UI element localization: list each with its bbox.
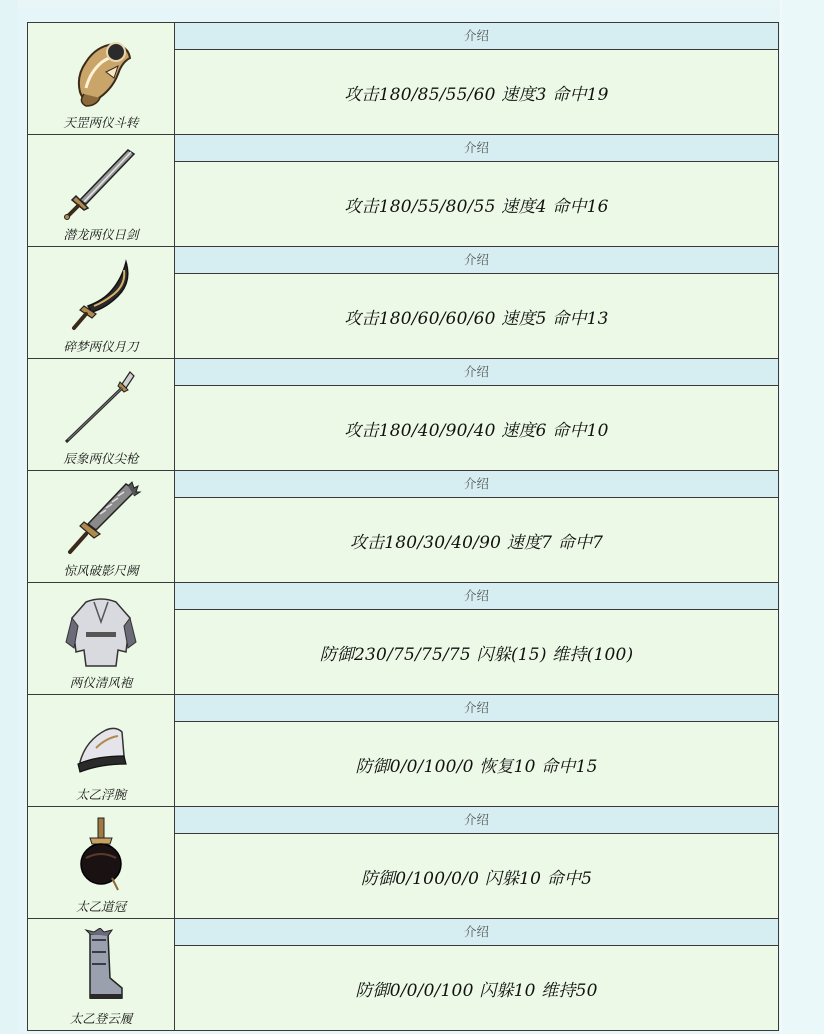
intro-header: 介绍 (175, 135, 779, 162)
item-stats: 攻击180/40/90/40 速度6 命中10 (175, 386, 779, 471)
item-name: 辰象两仪尖枪 (63, 451, 139, 466)
item-name: 碎梦两仪月刀 (63, 339, 139, 354)
item-icon-cell (28, 919, 175, 1031)
intro-header: 介绍 (175, 807, 779, 834)
equipment-table (27, 22, 779, 1031)
table-row (28, 919, 779, 946)
intro-header: 介绍 (175, 359, 779, 386)
table-row (28, 695, 779, 722)
item-name: 太乙道冠 (75, 899, 126, 914)
item-icon-cell (28, 807, 175, 919)
intro-header: 介绍 (175, 695, 779, 722)
spear-icon (56, 368, 146, 446)
item-stats: 攻击180/60/60/60 速度5 命中13 (175, 274, 779, 359)
table-row (28, 359, 779, 386)
serrated-blade-icon (56, 480, 146, 558)
robe-armor-icon (56, 592, 146, 670)
gauntlet-weapon-icon (56, 32, 146, 110)
intro-header: 介绍 (175, 23, 779, 50)
table-row (28, 807, 779, 834)
item-icon-cell (28, 247, 175, 359)
item-name: 潜龙两仪日剑 (63, 227, 139, 242)
item-stats: 防御230/75/75/75 闪躲(15) 维持(100) (175, 610, 779, 695)
item-stats: 攻击180/85/55/60 速度3 命中19 (175, 50, 779, 135)
item-icon-cell (28, 583, 175, 695)
item-stats: 攻击180/30/40/90 速度7 命中7 (175, 498, 779, 583)
table-row (28, 583, 779, 610)
page-top-strip (0, 0, 824, 8)
table-row (28, 135, 779, 162)
curved-blade-icon (56, 256, 146, 334)
table-row (28, 247, 779, 274)
item-name: 天罡两仪斗转 (63, 115, 139, 130)
intro-header: 介绍 (175, 471, 779, 498)
item-icon-cell (28, 135, 175, 247)
item-name: 两仪清风袍 (69, 675, 133, 690)
item-icon-cell (28, 359, 175, 471)
item-icon-cell (28, 471, 175, 583)
page-left-margin (0, 0, 18, 1034)
table-row (28, 471, 779, 498)
item-name: 惊风破影尺阙 (63, 563, 139, 578)
item-stats: 防御0/100/0/0 闪躲10 命中5 (175, 834, 779, 919)
intro-header: 介绍 (175, 583, 779, 610)
sword-icon (56, 144, 146, 222)
bracer-icon (56, 704, 146, 782)
page-right-divider (780, 0, 782, 1034)
item-icon-cell (28, 695, 175, 807)
item-stats: 防御0/0/0/100 闪躲10 维持50 (175, 946, 779, 1031)
item-stats: 攻击180/55/80/55 速度4 命中16 (175, 162, 779, 247)
crown-hat-icon (56, 816, 146, 894)
page-right-margin (782, 0, 824, 1034)
item-name: 太乙登云履 (69, 1011, 133, 1026)
boots-icon (56, 928, 146, 1006)
item-icon-cell (28, 23, 175, 135)
table-row (28, 23, 779, 50)
intro-header: 介绍 (175, 247, 779, 274)
item-stats: 防御0/0/100/0 恢复10 命中15 (175, 722, 779, 807)
item-name: 太乙浮腕 (75, 787, 126, 802)
intro-header: 介绍 (175, 919, 779, 946)
